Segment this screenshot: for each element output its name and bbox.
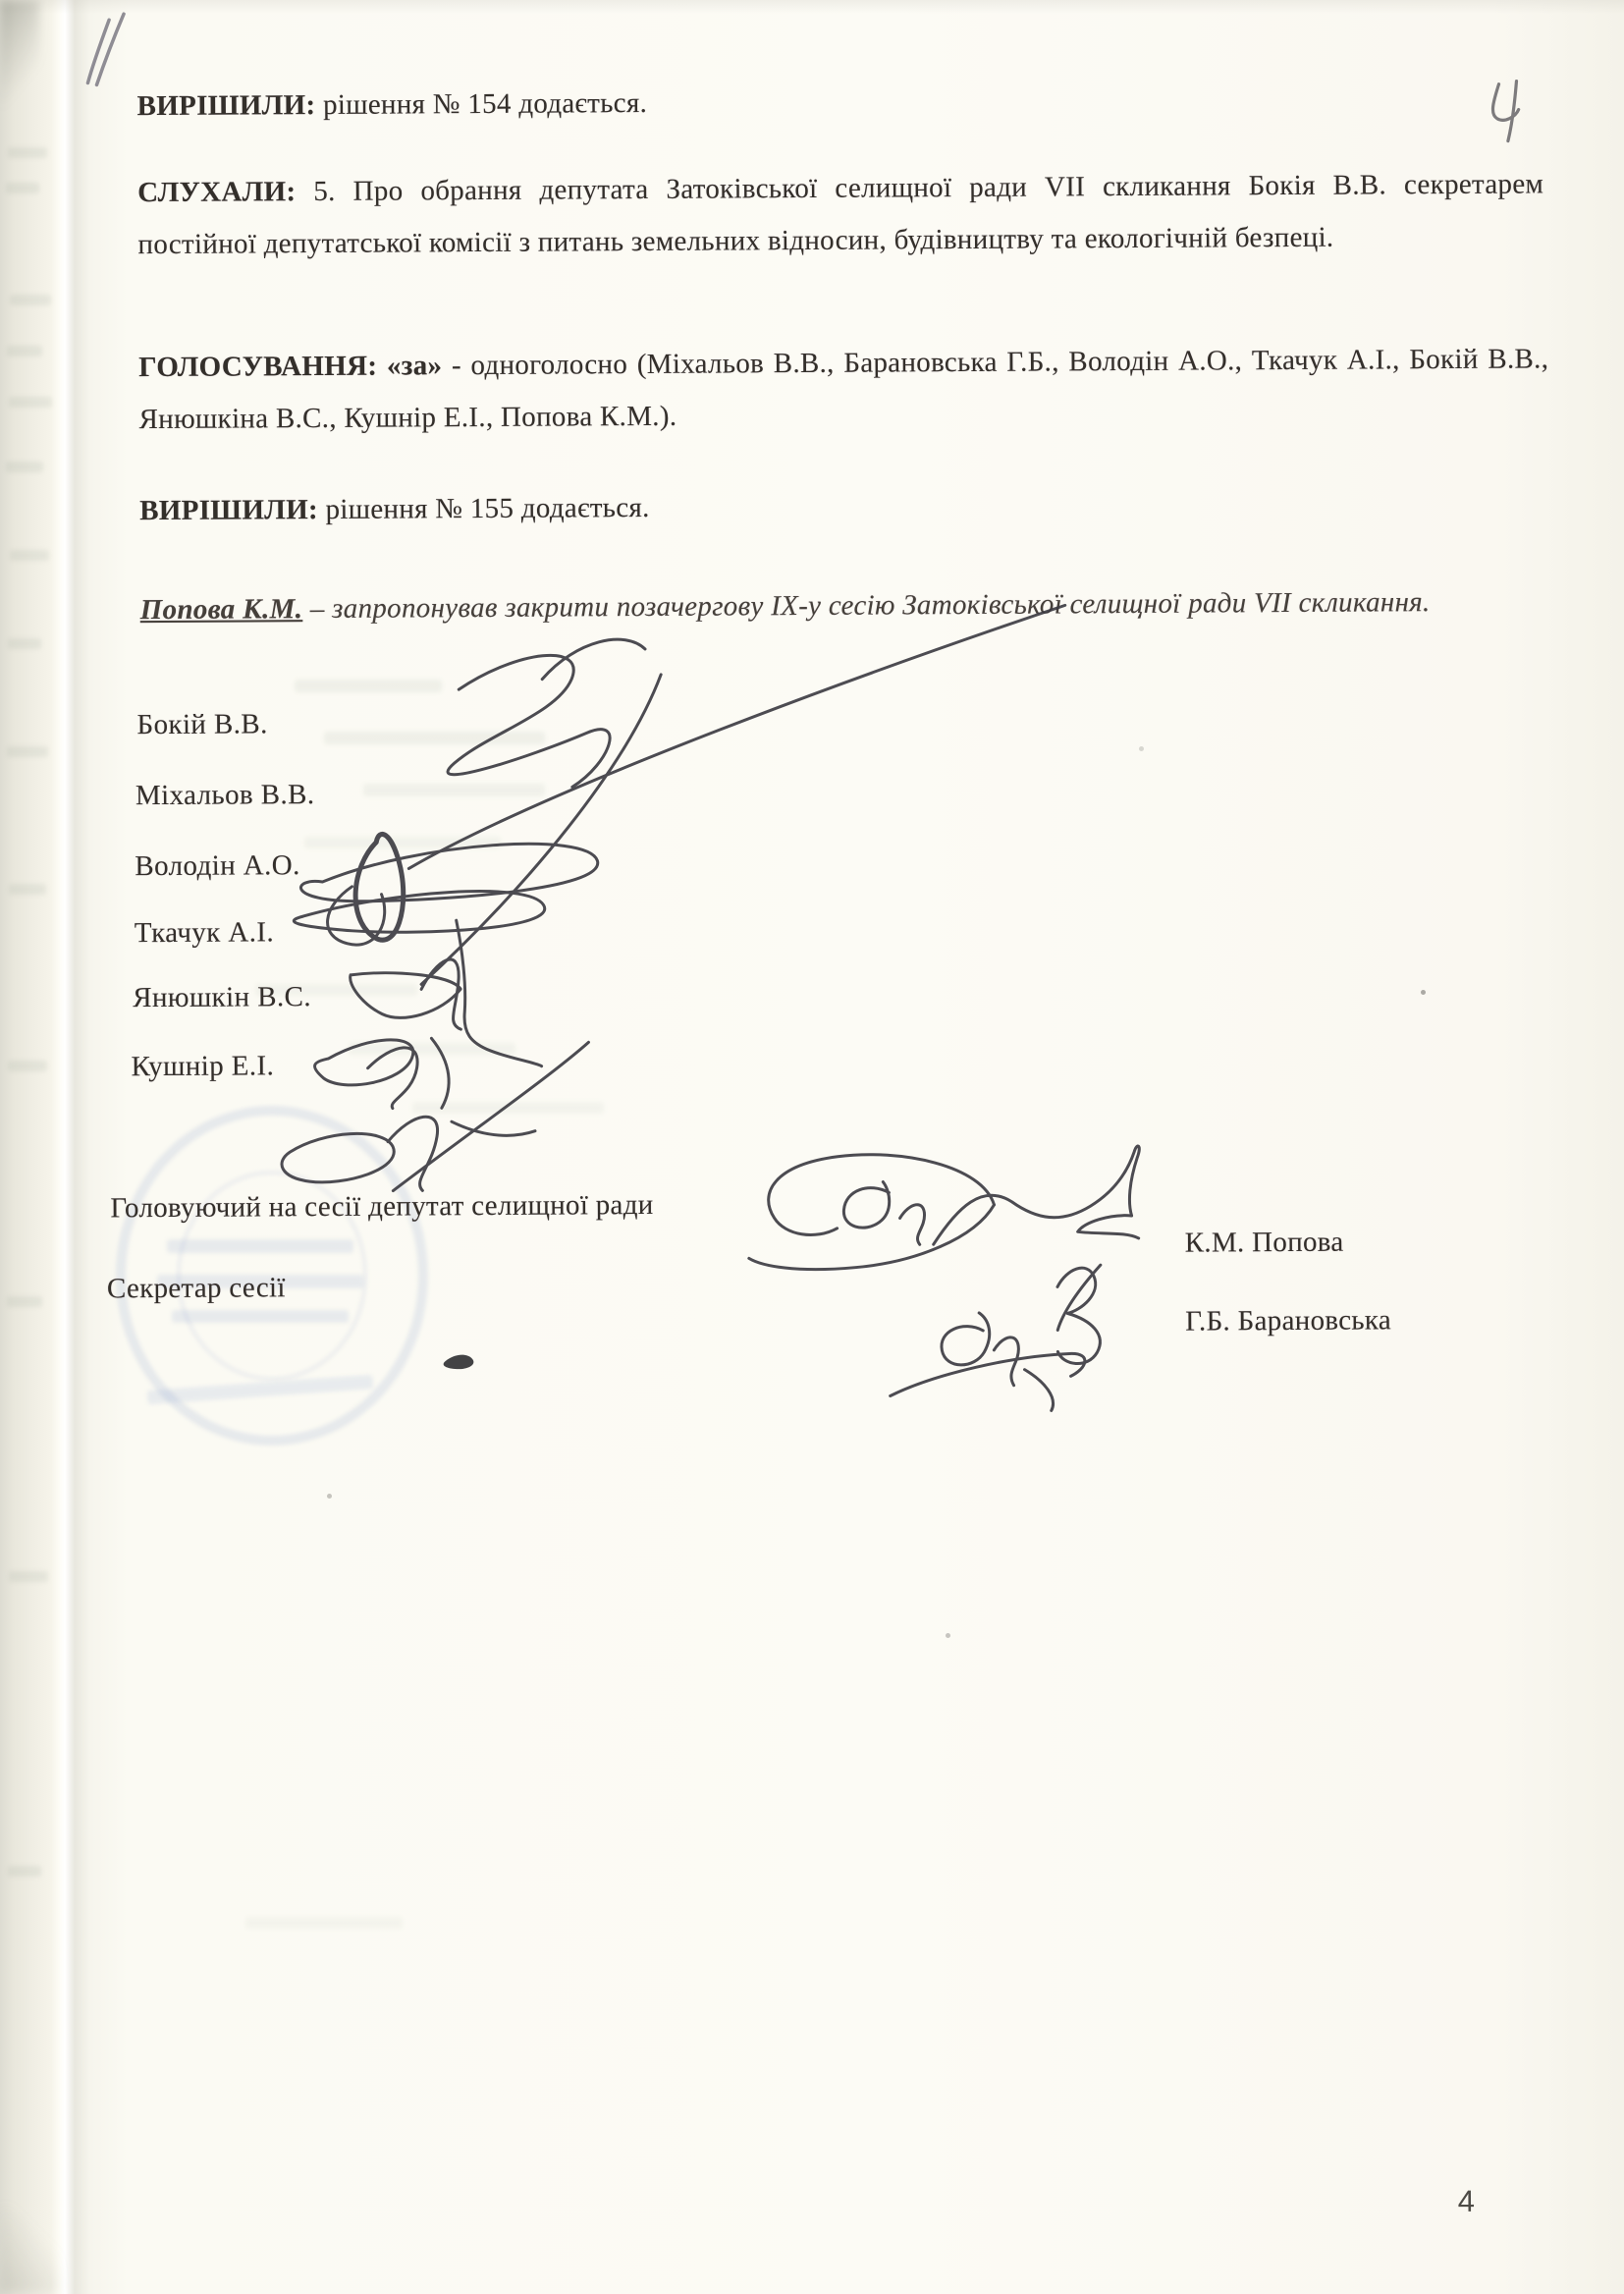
- page-number: 4: [1457, 2183, 1476, 2218]
- chair-signature: [748, 1146, 1140, 1270]
- paragraph-heard-5: [137, 158, 1544, 271]
- chair-label: Головуючий на сесії депутат селищної ради: [110, 1188, 654, 1225]
- signatory-mikhalov: Міхальов В.В.: [135, 779, 315, 812]
- ink-blot: [444, 1355, 474, 1370]
- paragraph-voting: [138, 333, 1549, 446]
- deputies-signature-cluster: [279, 605, 1069, 1191]
- heard-5-text: 5. Про обрання депутата Затоківської селищної ради VII скликання Бокія В.В. секретарем постійної депутатської комісії з питань земельних відносин, будівництву та екологічній безпеці.: [137, 168, 1544, 261]
- secretary-signature: [890, 1265, 1102, 1411]
- chair-name: К.М. Попова: [1184, 1226, 1344, 1259]
- signatory-bokiy: Бокій В.В.: [136, 708, 268, 741]
- resolved-154-label: ВИРІШИЛИ:: [136, 89, 316, 123]
- secretary-name: Г.Б. Барановська: [1185, 1304, 1392, 1338]
- scan-speck: [1139, 746, 1144, 751]
- voting-text: - одноголосно (Міхальов В.В., Барановська Г.Б., Володін А.О., Ткачук А.І., Бокій В.В., Янюшкіна В.С., Кушнір Е.І., Попова К.М.).: [138, 343, 1549, 436]
- pen-check-mark: [87, 14, 124, 84]
- paragraph-resolved-154: [136, 72, 1543, 133]
- resolved-155-label: ВИРІШИЛИ:: [139, 494, 319, 527]
- scan-speck: [1421, 990, 1426, 995]
- closing-motion-speaker: Попова К.М.: [139, 593, 303, 627]
- paragraph-closing-motion: [140, 574, 1548, 637]
- signatory-kushnir: Кушнір Е.І.: [131, 1050, 275, 1083]
- scan-speck: [327, 1494, 332, 1499]
- voting-label: ГОЛОСУВАННЯ:: [138, 350, 378, 384]
- heard-5-label: СЛУХАЛИ:: [137, 176, 297, 209]
- voting-vote: «за»: [386, 350, 443, 382]
- scan-speck: [946, 1633, 950, 1638]
- signatory-volodin: Володін А.О.: [135, 849, 300, 883]
- paragraph-resolved-155: [139, 476, 1545, 537]
- secretary-label: Секретар сесії: [106, 1272, 286, 1305]
- resolved-154-text: рішення № 154 додається.: [322, 86, 648, 121]
- signatory-yanyushkin: Янюшкін В.С.: [133, 981, 312, 1014]
- signatory-tkachuk: Ткачук А.І.: [134, 916, 275, 950]
- closing-motion-text: – запропонував закрити позачергову IX-у сесію Затоківської селищної ради VII скликання.: [309, 586, 1431, 626]
- resolved-155-text: рішення № 155 додається.: [325, 491, 650, 525]
